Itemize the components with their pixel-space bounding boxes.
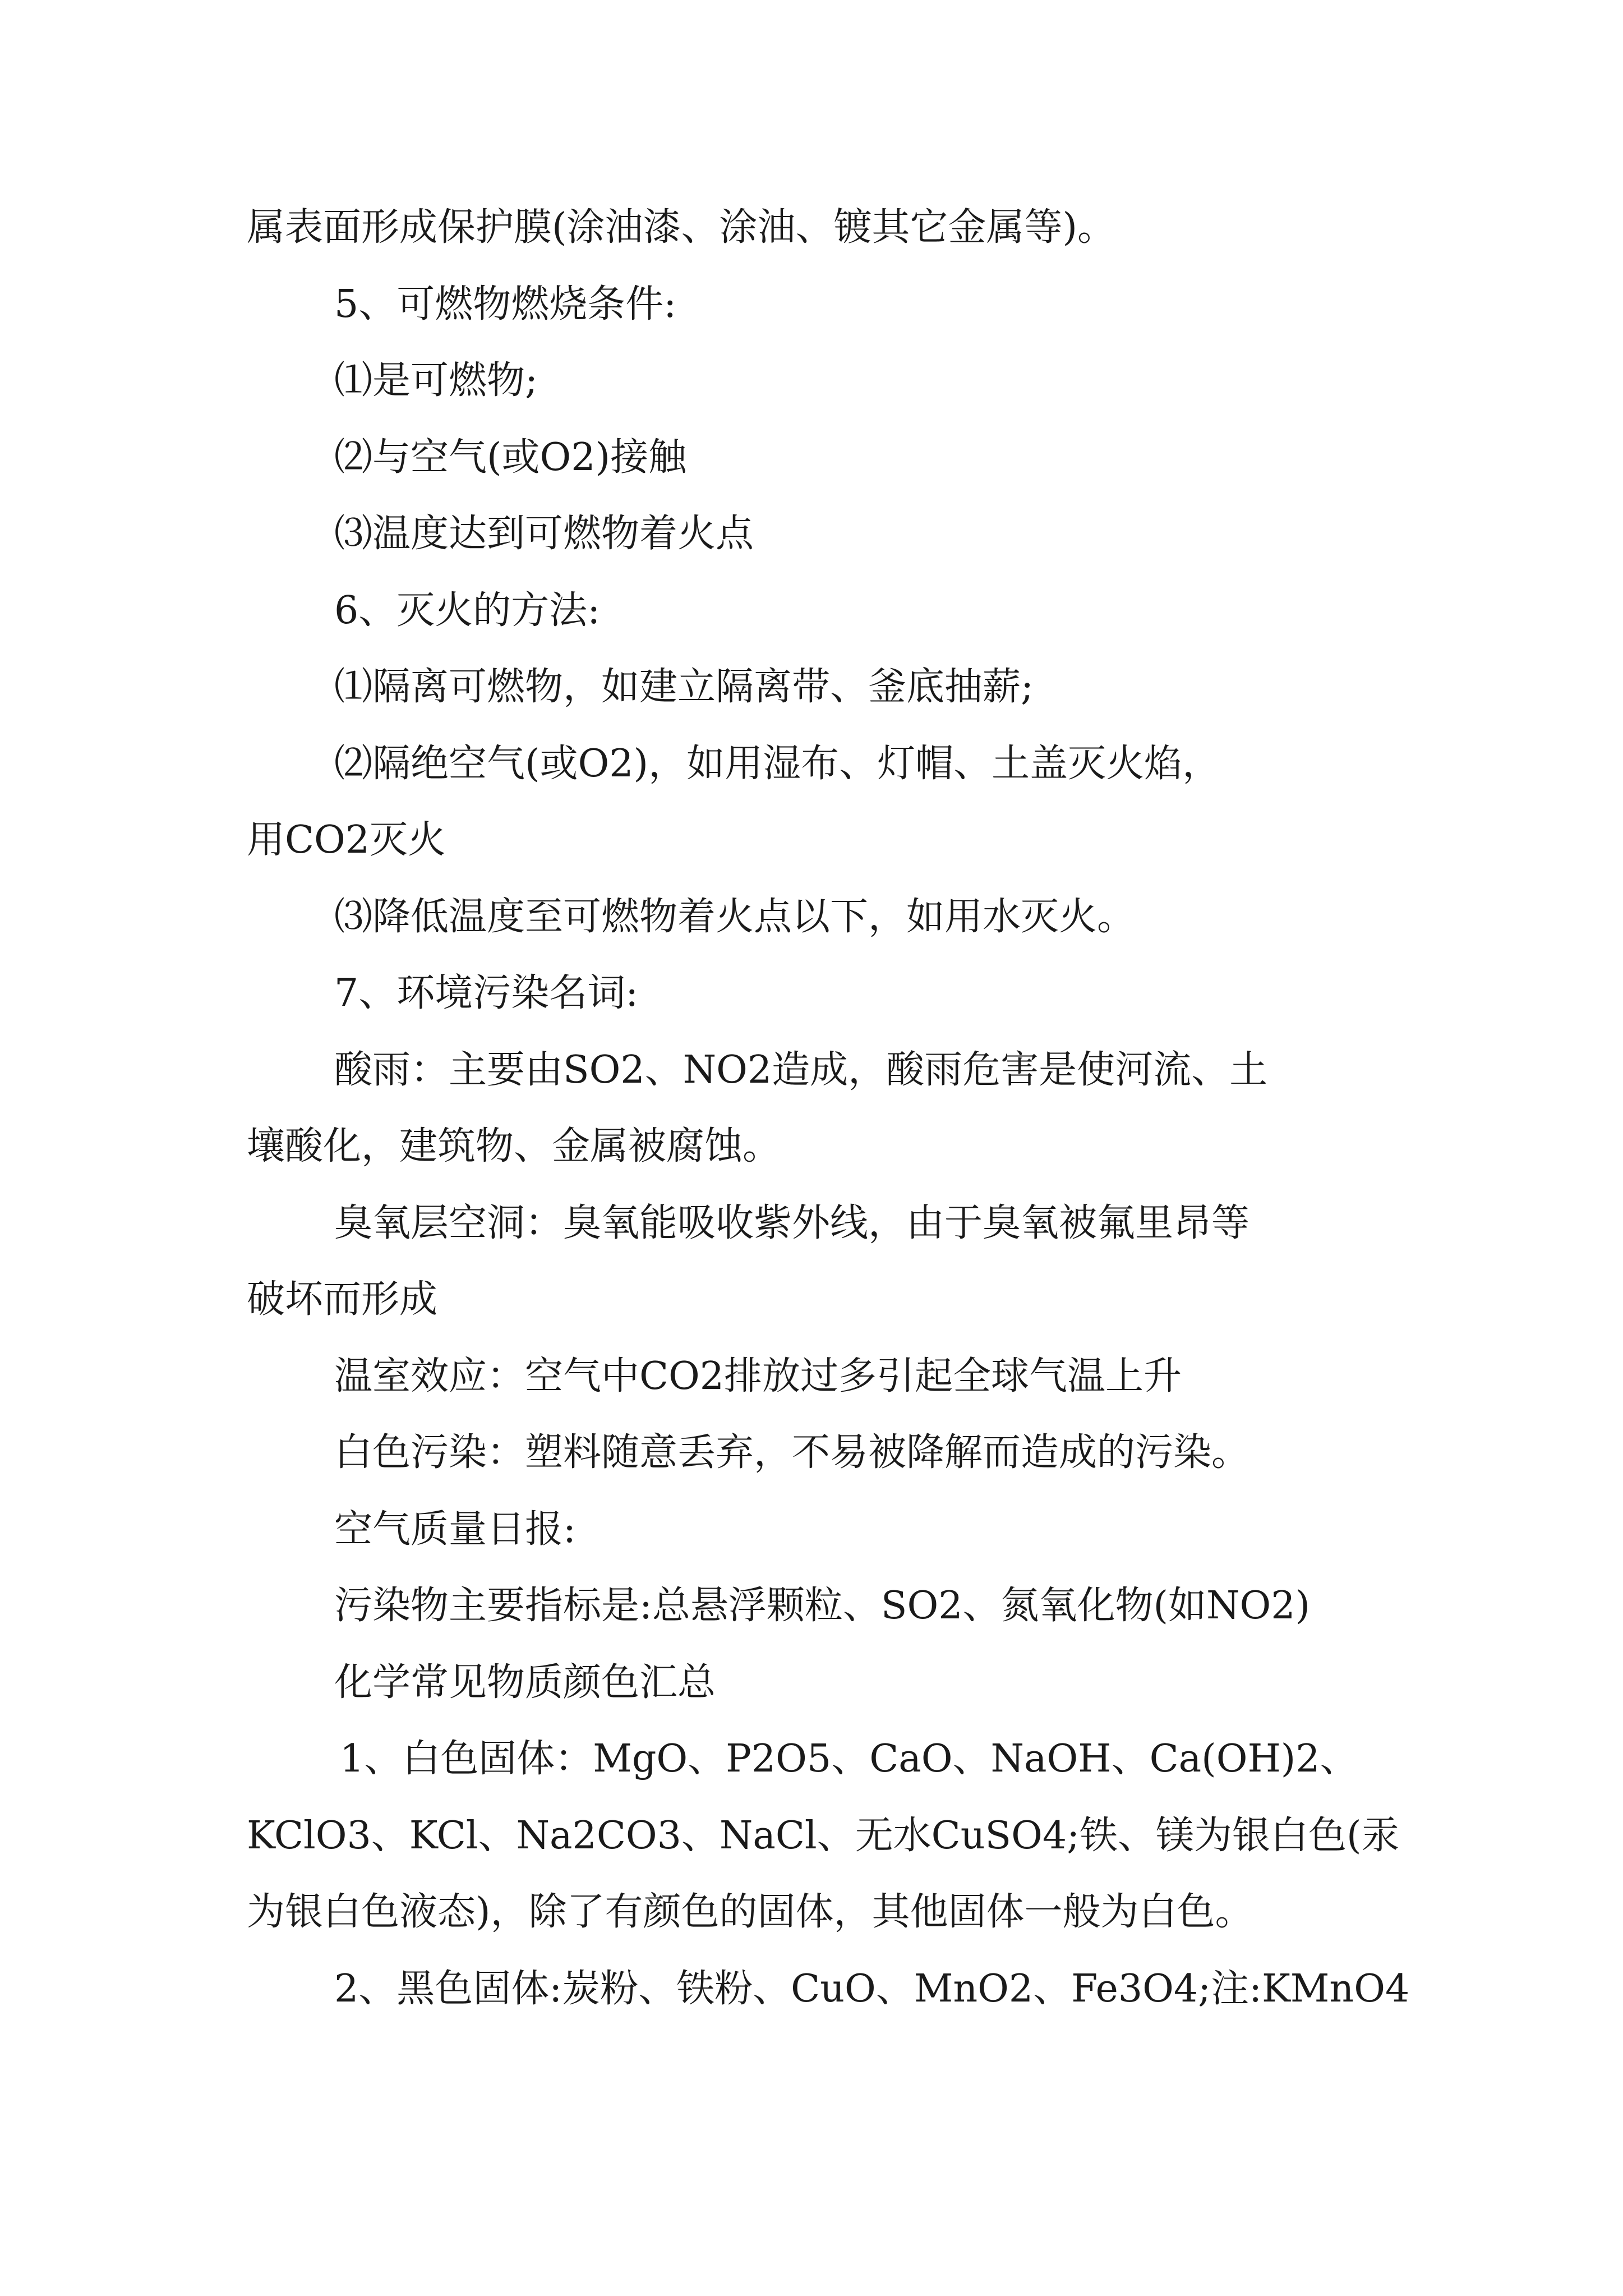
text-line-21: 1、白色固体：MgO、P2O5、CaO、NaOH、Ca(OH)2、 (340, 1737, 1358, 1781)
text-line-11: 7、环境污染名词: (334, 971, 639, 1015)
text-line-16: 温室效应：空气中CO2排放过多引起全球气温上升 (334, 1354, 1182, 1398)
text-line-23: 为银白色液态)，除了有颜色的固体，其他固体一般为白色。 (247, 1890, 1253, 1934)
text-line-10: ⑶降低温度至可燃物着火点以下，如用水灭火。 (334, 895, 1136, 939)
text-line-2: 5、可燃物燃烧条件: (334, 282, 677, 326)
text-line-20: 化学常见物质颜色汇总 (334, 1660, 716, 1705)
text-line-17: 白色污染：塑料随意丢弃，不易被降解而造成的污染。 (334, 1430, 1250, 1475)
text-line-6: 6、灭火的方法: (334, 588, 601, 633)
text-line-13: 壤酸化，建筑物、金属被腐蚀。 (247, 1124, 781, 1168)
text-line-9: 用CO2灭火 (247, 818, 446, 862)
text-line-18: 空气质量日报: (334, 1507, 576, 1552)
text-line-24: 2、黑色固体:炭粉、铁粉、CuO、MnO2、Fe3O4;注:KMnO4 (334, 1967, 1410, 2011)
text-line-4: ⑵与空气(或O2)接触 (334, 435, 687, 480)
text-line-7: ⑴隔离可燃物，如建立隔离带、釜底抽薪; (334, 665, 1034, 709)
text-line-1: 属表面形成保护膜(涂油漆、涂油、镀其它金属等)。 (247, 205, 1116, 250)
text-line-3: ⑴是可燃物; (334, 358, 538, 403)
text-line-22: KClO3、KCl、Na2CO3、NaCl、无水CuSO4;铁、镁为银白色(汞 (247, 1814, 1400, 1858)
text-line-19: 污染物主要指标是:总悬浮颗粒、SO2、氮氧化物(如NO2) (334, 1584, 1311, 1628)
text-line-8: ⑵隔绝空气(或O2)，如用湿布、灯帽、土盖灭火焰， (334, 742, 1221, 786)
text-line-5: ⑶温度达到可燃物着火点 (334, 512, 754, 556)
text-line-14: 臭氧层空洞：臭氧能吸收紫外线，由于臭氧被氟里昂等 (334, 1201, 1250, 1245)
text-line-15: 破坏而形成 (247, 1277, 438, 1322)
text-line-12: 酸雨：主要由SO2、NO2造成，酸雨危害是使河流、土 (334, 1048, 1268, 1092)
